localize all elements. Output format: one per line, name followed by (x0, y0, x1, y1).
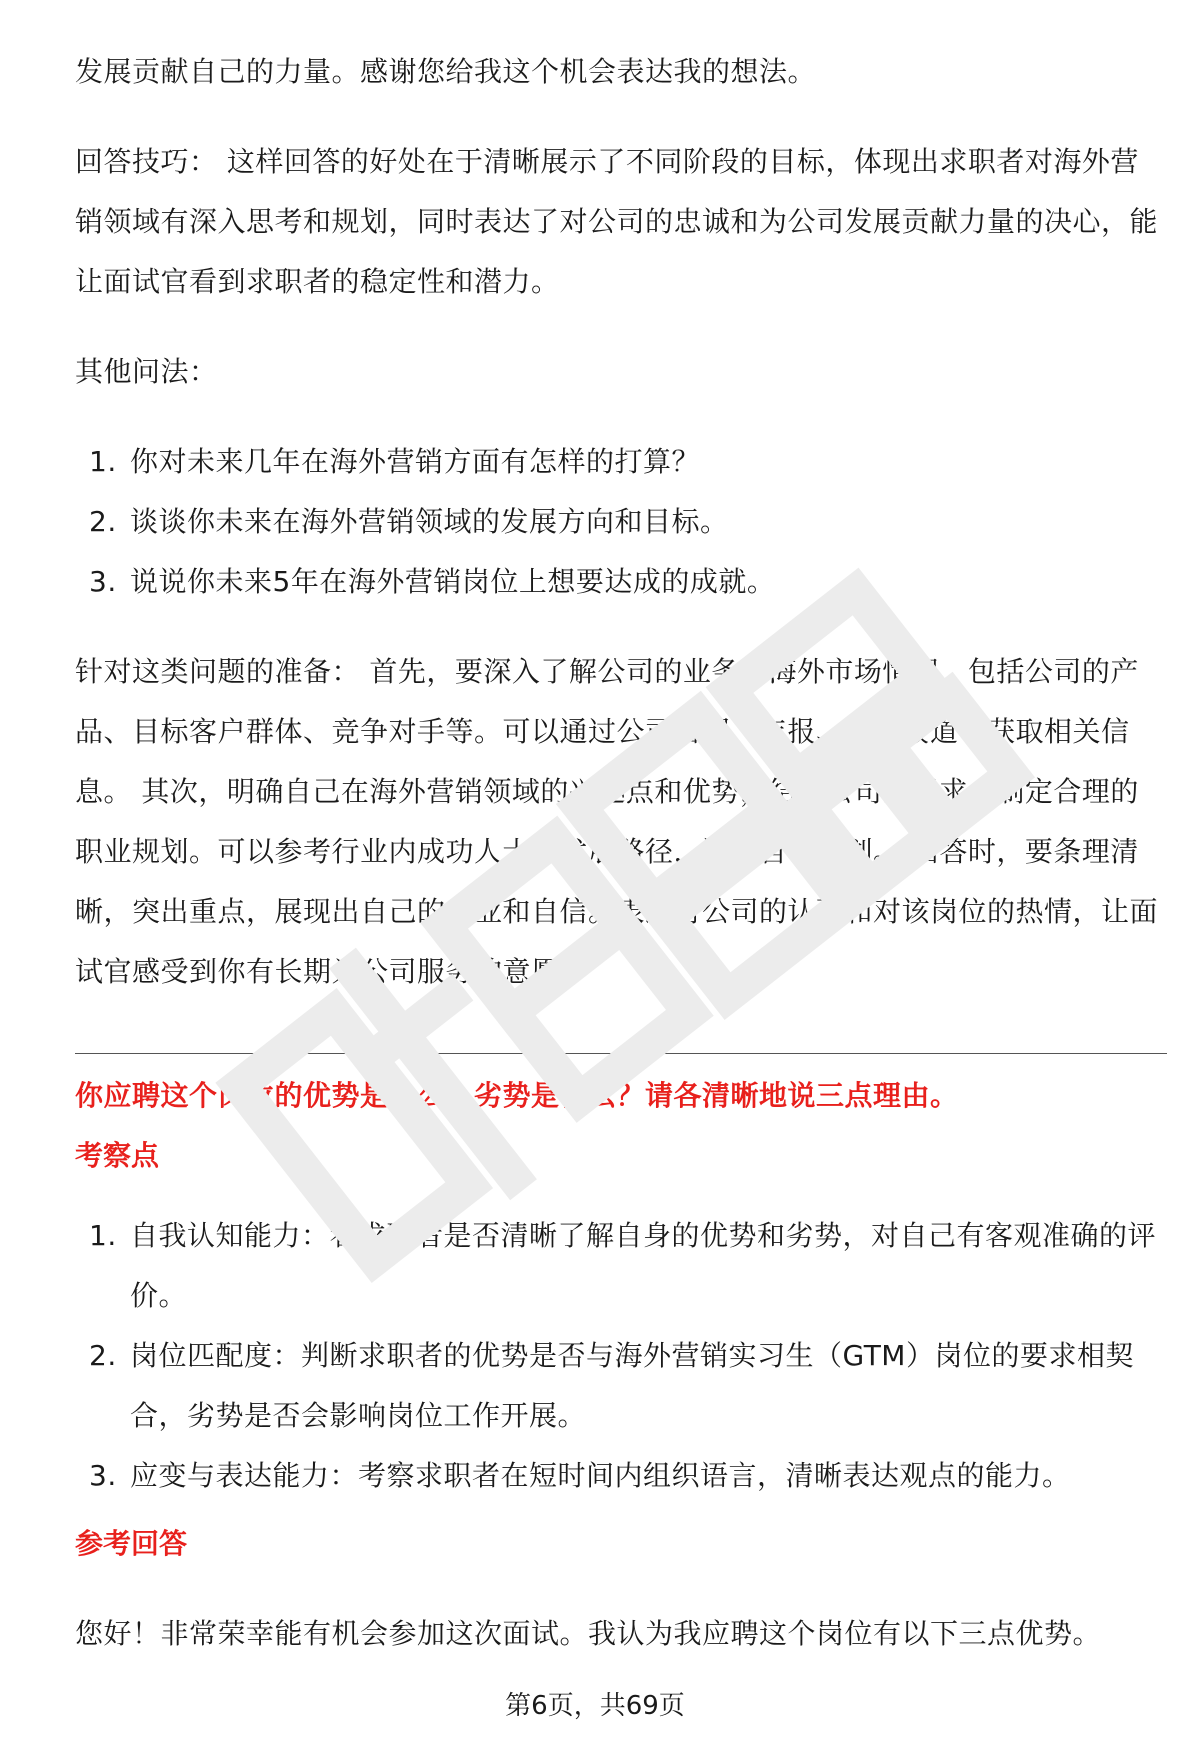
preparation-paragraph: 针对这类问题的准备： 首先，要深入了解公司的业务和海外市场情况，包括公司的产品、目标客户群体、竞争对手等。可以通过公司官网、年报、新闻报道等获取相关信息。 其次，明确自己在海外营销领域的兴趣点和优势，结合公司的需求，制定合理的职业规划。可以参考行业内成功人士的发展路径，进行自我规划。 回答时，要条理清晰，突出重点，展现出自己的专业和自信。表达对公司的认可和对该岗位的热情，让面试官感受到你有长期为公司服务的意愿。 (75, 655, 1159, 988)
list-item-text: 应变与表达能力：考察求职者在短时间内组织语言，清晰表达观点的能力。 (130, 1459, 1071, 1492)
list-item (75, 552, 1167, 612)
list-item (75, 1206, 1167, 1326)
section-divider (75, 1053, 1167, 1054)
list-number: 1. (89, 1219, 117, 1252)
list-item-text: 谈谈你未来在海外营销领域的发展方向和目标。 (130, 505, 729, 538)
list-item (75, 432, 1167, 492)
question-heading: 你应聘这个岗位的优势是什么？劣势是什么？请各清晰地说三点理由。 (75, 1079, 959, 1112)
other-questions-list (75, 432, 1167, 612)
page-footer: 第6页，共69页 (505, 1691, 685, 1721)
list-number: 2. (89, 505, 117, 538)
list-item-text: 自我认知能力：看求职者是否清晰了解自身的优势和劣势，对自己有客观准确的评价。 (130, 1219, 1157, 1312)
lead-paragraph: 发展贡献自己的力量。感谢您给我这个机会表达我的想法。 (75, 55, 817, 88)
list-number: 3. (89, 565, 117, 598)
assessment-points-title: 考察点 (75, 1139, 160, 1172)
answer-tips-paragraph: 回答技巧： 这样回答的好处在于清晰展示了不同阶段的目标，体现出求职者对海外营销领域有深入思考和规划，同时表达了对公司的忠诚和为公司发展贡献力量的决心，能让面试官看到求职者的稳定性和潜力。 (75, 145, 1159, 298)
list-number: 2. (89, 1339, 117, 1372)
list-number: 3. (89, 1459, 117, 1492)
list-item-text: 岗位匹配度：判断求职者的优势是否与海外营销实习生（GTM）岗位的要求相契合，劣势是否会影响岗位工作开展。 (130, 1339, 1134, 1432)
assessment-points-list (75, 1206, 1167, 1506)
reference-answer-title: 参考回答 (75, 1527, 188, 1560)
other-questions-title: 其他问法： (75, 355, 218, 388)
list-item (75, 492, 1167, 552)
reference-answer-paragraph: 您好！非常荣幸能有机会参加这次面试。我认为我应聘这个岗位有以下三点优势。 (75, 1617, 1102, 1650)
list-item (75, 1326, 1167, 1446)
list-item-text: 说说你未来5年在海外营销岗位上想要达成的成就。 (130, 565, 776, 598)
list-item (75, 1446, 1167, 1506)
list-item-text: 你对未来几年在海外营销方面有怎样的打算？ (130, 445, 701, 478)
list-number: 1. (89, 445, 117, 478)
